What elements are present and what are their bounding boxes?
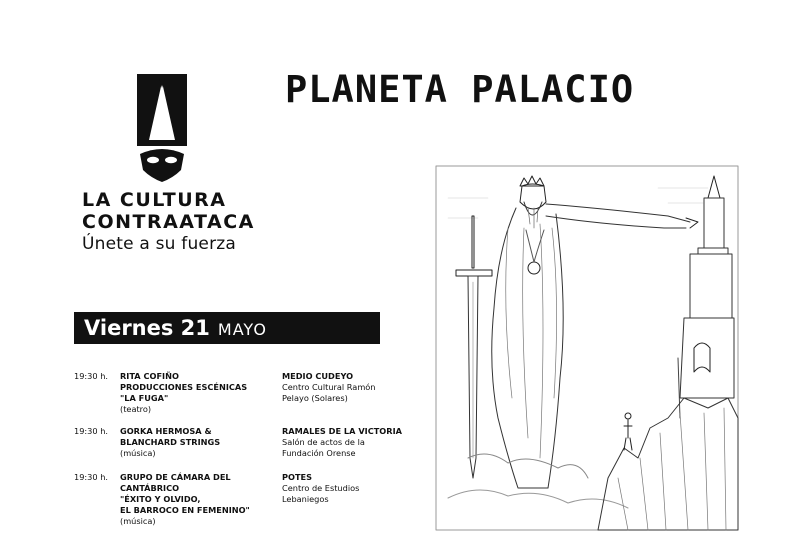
event-act-line: GORKA HERMOSA & <box>120 426 212 436</box>
event-venue-line: Centro de Estudios <box>282 483 360 493</box>
event-act-line: GRUPO DE CÁMARA DEL CANTÁBRICO <box>120 472 231 493</box>
brand-tagline: Únete a su fuerza <box>82 234 237 254</box>
date-month: MAYO <box>217 320 267 339</box>
date-banner <box>74 312 380 344</box>
event-genre: (música) <box>120 516 156 526</box>
event-time: 19:30 h. <box>74 426 108 436</box>
date-day: Viernes 21 <box>84 316 210 340</box>
event-act-line: PRODUCCIONES ESCÉNICAS <box>120 382 248 392</box>
event-place <box>282 472 402 505</box>
event-act <box>120 371 280 415</box>
event-venue-line: Fundación Orense <box>282 448 356 458</box>
event-act-line: "ÉXITO Y OLVIDO, <box>120 494 201 504</box>
event-venue-line: Pelayo (Solares) <box>282 393 348 403</box>
event-act <box>120 426 280 459</box>
event-time: 19:30 h. <box>74 472 108 482</box>
brand-block <box>82 189 255 255</box>
event-city: MEDIO CUDEYO <box>282 371 354 381</box>
event-place <box>282 426 402 459</box>
brand-line-2: CONTRAATACA <box>82 211 255 233</box>
event-city: RAMALES DE LA VICTORIA <box>282 426 402 436</box>
event-genre: (teatro) <box>120 404 152 414</box>
event-venue-line: Centro Cultural Ramón <box>282 382 376 392</box>
brand-line-1: LA CULTURA <box>82 189 227 211</box>
illustration-king-tower <box>428 158 746 533</box>
event-genre: (música) <box>120 448 156 458</box>
event-time: 19:30 h. <box>74 371 108 381</box>
event-city: POTES <box>282 472 313 482</box>
event-venue-line: Salón de actos de la <box>282 437 365 447</box>
page-title: PLANETA PALACIO <box>285 68 635 111</box>
event-act-line: BLANCHARD STRINGS <box>120 437 221 447</box>
logo-mask-icon <box>137 74 187 182</box>
event-act-line: "LA FUGA" <box>120 393 169 403</box>
event-act-line: EL BARROCO EN FEMENINO" <box>120 505 250 515</box>
event-act-line: RITA COFIÑO <box>120 371 179 381</box>
event-venue-line: Lebaniegos <box>282 494 329 504</box>
event-act <box>120 472 280 527</box>
event-place <box>282 371 402 404</box>
